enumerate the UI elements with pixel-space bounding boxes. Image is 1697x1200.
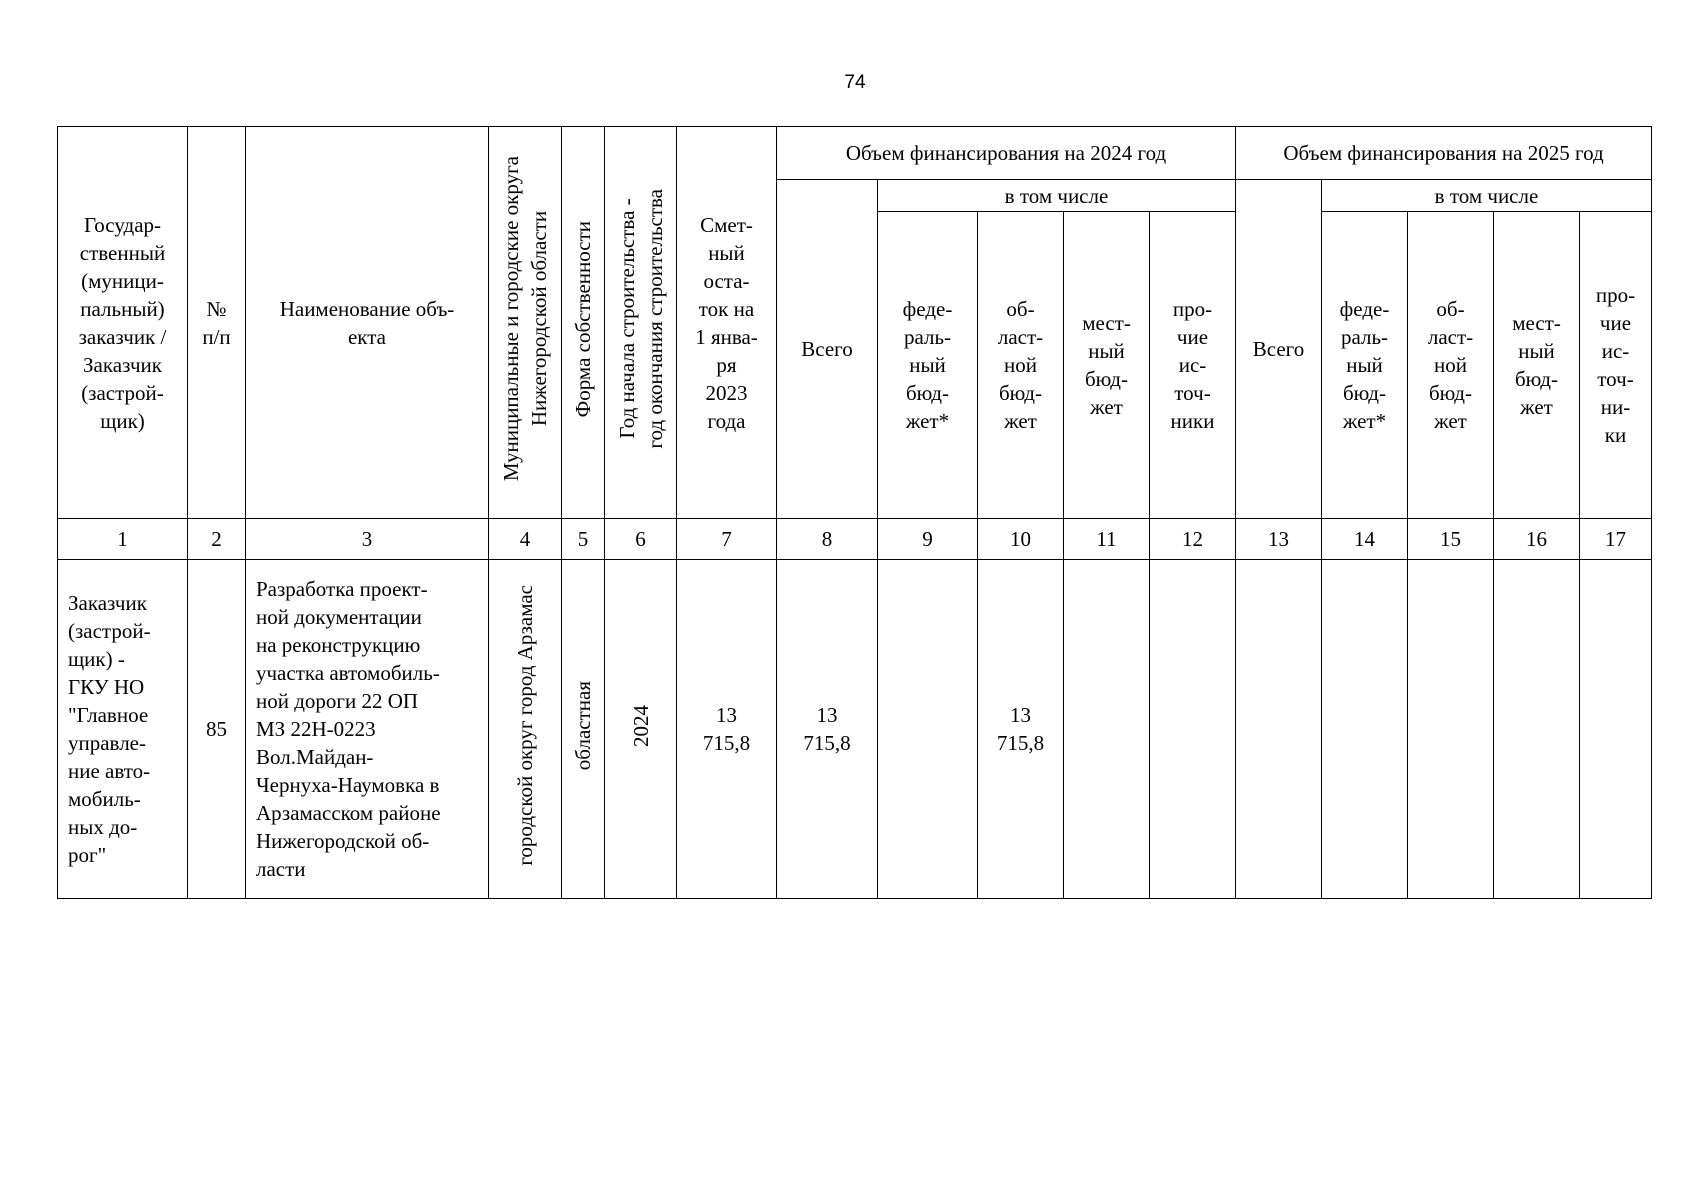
header-ownership: Форма собственности [562, 127, 605, 519]
cell-years: 2024 [605, 560, 677, 899]
column-number: 3 [246, 519, 489, 560]
column-number: 15 [1408, 519, 1494, 560]
cell-total-2025 [1236, 560, 1322, 899]
header-regional-2025: об- ласт- ной бюд- жет [1408, 212, 1494, 519]
header-including-2024: в том числе [878, 180, 1236, 212]
cell-ownership: областная [562, 560, 605, 899]
header-row [58, 127, 1652, 180]
column-number: 16 [1494, 519, 1580, 560]
header-federal-2025: феде- раль- ный бюд- жет* [1322, 212, 1408, 519]
cell-object-name: Разработка проект- ной документации на реконструкцию участка автомобиль- ной дороги 22 ОП МЗ 22Н-0223 Вол.Майдан- Чернуха-Наумовка в Арзамасском районе Нижегородской об- ласти [246, 560, 489, 899]
cell-customer: Заказчик (застрой- щик) - ГКУ НО "Главное управле- ние авто- мобиль- ных до- рог" [58, 560, 188, 899]
column-number-row [58, 519, 1652, 560]
column-number: 6 [605, 519, 677, 560]
cell-number: 85 [188, 560, 246, 899]
header-other-2024: про- чие ис- точ- ники [1150, 212, 1236, 519]
cell-other-2024 [1150, 560, 1236, 899]
column-number: 11 [1064, 519, 1150, 560]
header-other-2025: про- чие ис- точ- ни- ки [1580, 212, 1652, 519]
column-number: 7 [677, 519, 777, 560]
cell-local-2024 [1064, 560, 1150, 899]
header-total-2025: Всего [1236, 180, 1322, 519]
page-number: 74 [844, 72, 866, 93]
column-number: 17 [1580, 519, 1652, 560]
header-total-2024: Всего [777, 180, 878, 519]
cell-other-2025 [1580, 560, 1652, 899]
column-number: 8 [777, 519, 878, 560]
header-number: № п/п [188, 127, 246, 519]
column-number: 9 [878, 519, 978, 560]
column-number: 4 [489, 519, 562, 560]
column-number: 2 [188, 519, 246, 560]
header-customer: Государ- ственный (муници- пальный) заказчик / Заказчик (застрой- щик) [58, 127, 188, 519]
header-financing-2024: Объем финансирования на 2024 год [777, 127, 1236, 180]
header-local-2024: мест- ный бюд- жет [1064, 212, 1150, 519]
header-construction-years: Год начала строительства - год окончания строительства [605, 127, 677, 519]
header-municipality: Муниципальные и городские округа Нижегородской области [489, 127, 562, 519]
cell-local-2025 [1494, 560, 1580, 899]
column-number: 12 [1150, 519, 1236, 560]
cell-total-2024: 13 715,8 [777, 560, 878, 899]
header-financing-2025: Объем финансирования на 2025 год [1236, 127, 1652, 180]
financing-table [57, 126, 1652, 899]
cell-municipality: городской округ город Арзамас [489, 560, 562, 899]
table-row [58, 560, 1652, 899]
header-federal-2024: феде- раль- ный бюд- жет* [878, 212, 978, 519]
cell-regional-2025 [1408, 560, 1494, 899]
cell-federal-2024 [878, 560, 978, 899]
column-number: 10 [978, 519, 1064, 560]
column-number: 1 [58, 519, 188, 560]
cell-federal-2025 [1322, 560, 1408, 899]
column-number: 14 [1322, 519, 1408, 560]
header-local-2025: мест- ный бюд- жет [1494, 212, 1580, 519]
header-including-2025: в том числе [1322, 180, 1652, 212]
header-object-name: Наименование объ- екта [246, 127, 489, 519]
column-number: 13 [1236, 519, 1322, 560]
cell-regional-2024: 13 715,8 [978, 560, 1064, 899]
header-estimated-remainder: Смет- ный оста- ток на 1 янва- ря 2023 года [677, 127, 777, 519]
column-number: 5 [562, 519, 605, 560]
header-regional-2024: об- ласт- ной бюд- жет [978, 212, 1064, 519]
cell-remainder: 13 715,8 [677, 560, 777, 899]
